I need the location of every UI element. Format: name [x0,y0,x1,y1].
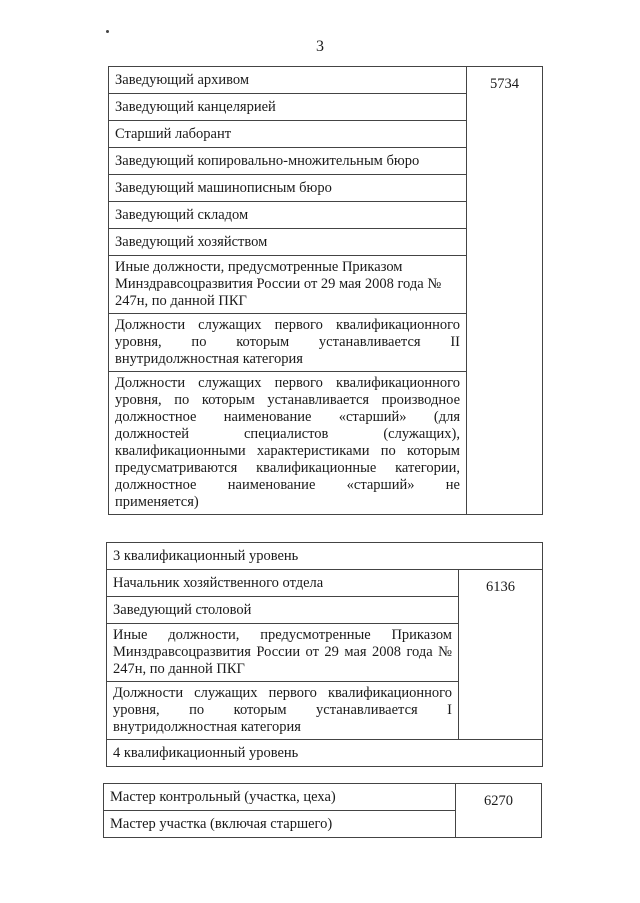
position-cell: Должности служащих первого квалификационного уровня, по которым устанавливается I внутридолжностная категория [107,682,459,740]
position-cell: Должности служащих первого квалификационного уровня, по которым устанавливается производное должностное наименование «старший» (для должностей специалистов (служащих), квалификационными характеристиками по которым предусматриваются квалификационные категории, должностное наименование «старший» не применяется) [109,372,467,515]
positions-table [108,66,543,515]
position-cell: Должности служащих первого квалификационного уровня, по которым устанавливается II внутридолжностная категория [109,314,467,372]
scan-speck [106,30,109,33]
position-cell: Мастер участка (включая старшего) [104,811,456,838]
level4-table [103,783,542,838]
position-cell: Заведующий машинописным бюро [109,175,467,202]
position-cell: Заведующий канцелярией [109,94,467,121]
position-cell: Заведующий архивом [109,67,467,94]
level-heading: 3 квалификационный уровень [107,543,543,570]
position-cell: Заведующий копировально-множительным бюро [109,148,467,175]
salary-cell: 5734 [467,67,543,515]
position-cell: Мастер контрольный (участка, цеха) [104,784,456,811]
position-cell: Начальник хозяйственного отдела [107,570,459,597]
position-cell: Заведующий хозяйством [109,229,467,256]
salary-cell: 6136 [459,570,543,740]
position-cell: Иные должности, предусмотренные Приказом Минздравсоцразвития России от 29 мая 2008 года № 247н, по данной ПКГ [109,256,467,314]
position-cell: Старший лаборант [109,121,467,148]
position-cell: Заведующий складом [109,202,467,229]
page-number: 3 [316,38,324,55]
position-cell: Заведующий столовой [107,597,459,624]
level3-table [106,542,543,767]
level-heading: 4 квалификационный уровень [107,740,543,767]
salary-cell: 6270 [456,784,542,838]
position-cell: Иные должности, предусмотренные Приказом Минздравсоцразвития России от 29 мая 2008 года № 247н, по данной ПКГ [107,624,459,682]
